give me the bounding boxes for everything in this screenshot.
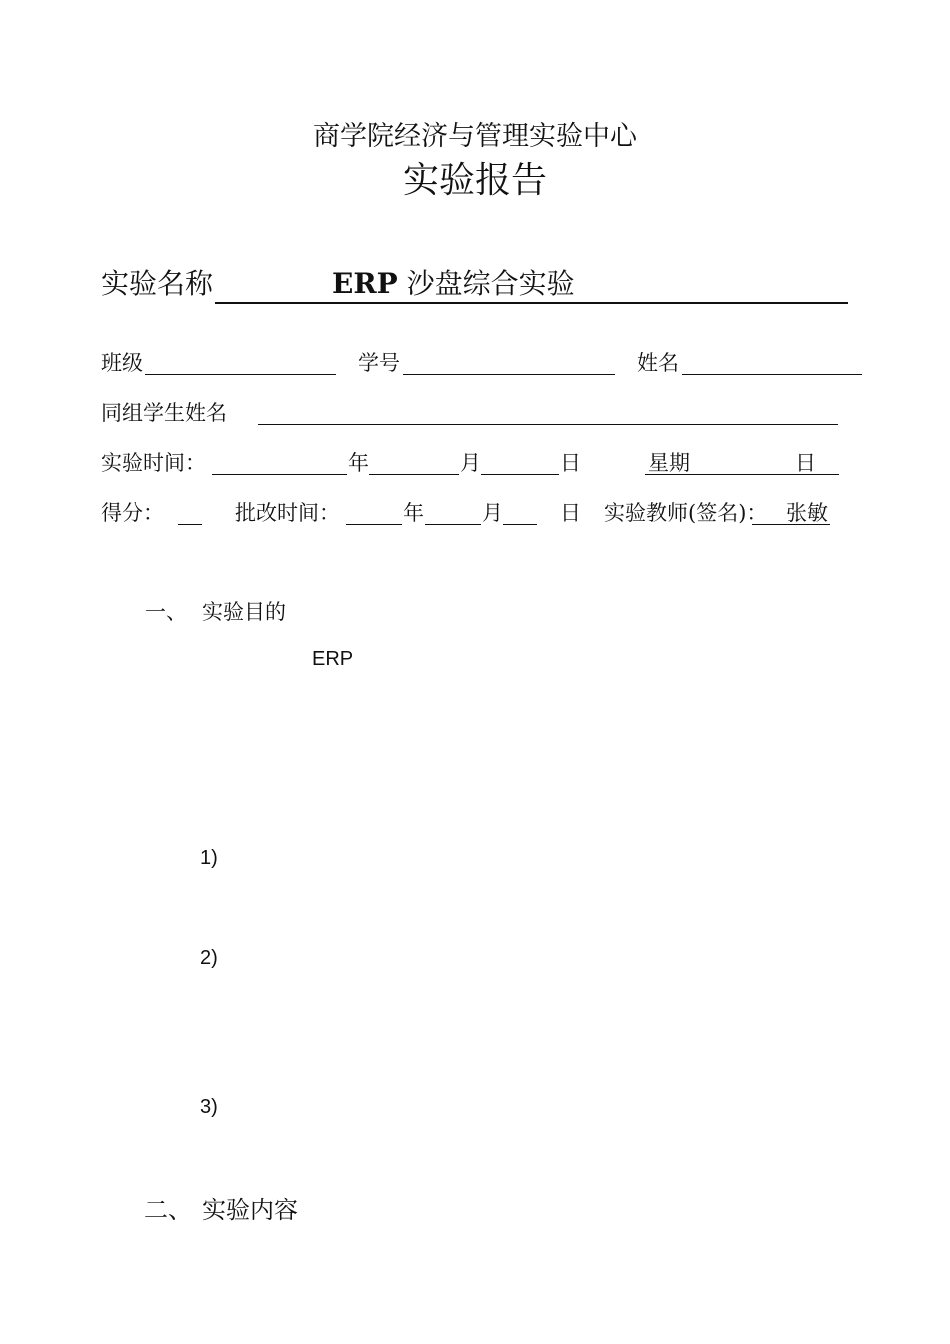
report-title: 实验报告	[402, 160, 547, 201]
section-2-title: 实验内容	[202, 1196, 298, 1224]
time-day-label: 日	[560, 451, 581, 475]
review-day-field[interactable]	[503, 524, 537, 525]
time-year-label: 年	[348, 451, 369, 475]
student-id-field[interactable]	[403, 374, 615, 375]
weekday-label: 星期	[648, 451, 690, 475]
student-id-label: 学号	[358, 351, 400, 375]
weekday-day-label: 日	[795, 451, 816, 475]
class-field[interactable]	[145, 374, 336, 375]
review-month-field[interactable]	[425, 524, 481, 525]
score-field[interactable]	[178, 524, 202, 525]
list-item-2: 2)	[200, 947, 218, 969]
group-members-label: 同组学生姓名	[101, 401, 227, 425]
teacher-name: 张敏	[786, 501, 828, 525]
score-label: 得分：	[101, 501, 164, 525]
experiment-name-underline	[215, 302, 848, 304]
experiment-name-label: 实验名称	[101, 267, 214, 300]
group-members-field[interactable]	[258, 424, 838, 425]
time-month-field[interactable]	[369, 474, 459, 475]
teacher-label: 实验教师(签名)：	[604, 501, 768, 525]
section-1-number: 一、	[145, 600, 187, 624]
section-2-number: 二、	[144, 1196, 192, 1224]
review-month-label: 月	[482, 501, 503, 525]
time-day-field[interactable]	[481, 474, 559, 475]
list-item-3: 3)	[200, 1096, 218, 1118]
section-1-title: 实验目的	[202, 600, 286, 624]
experiment-time-label: 实验时间：	[101, 451, 206, 475]
experiment-name-cn: 沙盘综合实验	[406, 267, 575, 300]
time-year-field[interactable]	[212, 474, 347, 475]
review-day-label: 日	[560, 501, 581, 525]
review-time-label: 批改时间：	[235, 501, 340, 525]
section-1-text: ERP	[312, 648, 354, 670]
name-field[interactable]	[682, 374, 862, 375]
teacher-signature-field[interactable]	[752, 524, 830, 525]
list-item-1: 1)	[200, 847, 218, 869]
experiment-name-latin: ERP	[332, 267, 398, 300]
time-month-label: 月	[460, 451, 481, 475]
name-label: 姓名	[637, 351, 679, 375]
experiment-name-value	[332, 262, 575, 302]
review-year-field[interactable]	[346, 524, 402, 525]
review-year-label: 年	[403, 501, 424, 525]
weekday-field[interactable]	[645, 474, 839, 475]
center-name: 商学院经济与管理实验中心	[313, 121, 637, 152]
class-label: 班级	[101, 351, 143, 375]
